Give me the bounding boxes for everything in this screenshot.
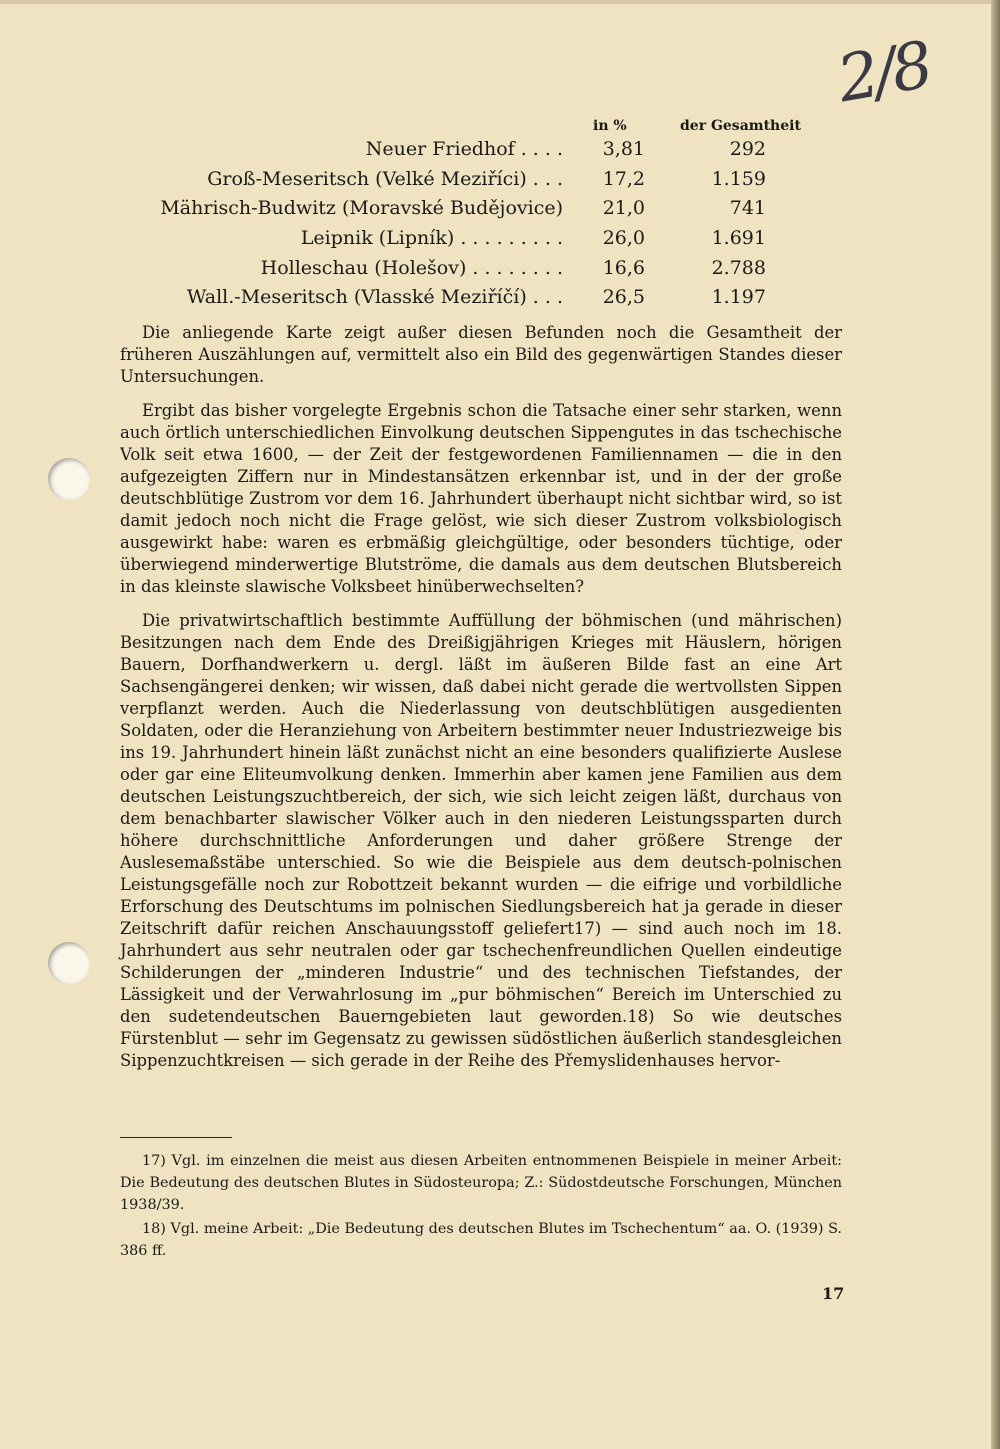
row-place: Wall.-Meseritsch (Vlasské Meziříčí) . . . — [186, 286, 563, 309]
table-row — [118, 195, 818, 225]
page-number: 17 — [822, 1284, 845, 1303]
punch-hole-top — [48, 458, 90, 500]
row-total: 1.691 — [711, 227, 766, 250]
header-total: der Gesamtheit — [680, 118, 801, 134]
row-place: Groß-Meseritsch (Velké Meziříci) . . . — [207, 167, 563, 190]
page-right-edge — [991, 0, 1000, 1449]
footnotes — [120, 1150, 842, 1264]
table-row — [118, 255, 818, 285]
table-row — [118, 284, 818, 314]
row-percent: 26,0 — [602, 227, 645, 250]
paragraph: Die anliegende Karte zeigt außer diesen Befunden noch die Gesamtheit der früheren Auszählungen auf, vermittelt also ein Bild des gegenwärtigen Standes dieser Untersuchungen. — [120, 323, 842, 386]
footnote: 18) Vgl. meine Arbeit: „Die Bedeutung des deutschen Blutes im Tschechentum“ aa. O. (1939) S. 386 ff. — [120, 1221, 843, 1259]
row-total: 292 — [729, 138, 766, 160]
footnote: 17) Vgl. im einzelnen die meist aus diesen Arbeiten entnommenen Beispiele in meiner Arbeit: Die Bedeutung des deutschen Blutes in Südosteuropa; Z.: Südostdeutsche Forschungen, München 1938/39. — [120, 1153, 842, 1213]
row-total: 741 — [729, 197, 766, 220]
table-row — [118, 225, 818, 255]
paragraph: Ergibt das bisher vorgelegte Ergebnis schon die Tatsache einer sehr starken, wenn auch örtlich unterschiedlichen Einvolkung deutschen Sippengutes in das tschechische Volk seit etwa 1600, — der Zeit der festgewordenen Familiennamen — die in den aufgezeigten Ziffern nur in Mindestansätzen erkennbar ist, und in der der große deutschblütige Zustrom vor dem 16. Jahrhundert überhaupt nicht sichtbar wird, so ist damit jedoch noch nicht die Frage gelöst, wie sich dieser Zustrom volksbiologisch ausgewirkt habe: waren es erbmäßig gleichgültige, oder besonders tüchtige, oder überwiegend minderwertige Blutströme, die damals aus dem deutschen Blutsbereich in das kleinste slawische Volksbeet hinüberwechselten? — [120, 401, 842, 596]
page-top-edge — [0, 0, 1000, 4]
table-header — [118, 112, 818, 136]
row-place: Leipnik (Lipník) . . . . . . . . . — [300, 227, 563, 250]
header-percent: in % — [593, 118, 627, 134]
footnote-divider — [120, 1137, 232, 1138]
row-place: Mährisch-Budwitz (Moravské Budějovice) — [160, 197, 563, 220]
row-total: 2.788 — [711, 256, 766, 279]
body-text — [120, 322, 842, 1084]
row-total: 1.159 — [711, 167, 766, 190]
table-row — [118, 136, 818, 166]
statistics-table — [118, 112, 818, 314]
row-place: Neuer Friedhof . . . . — [365, 138, 563, 160]
row-total: 1.197 — [711, 286, 766, 309]
row-percent: 3,81 — [602, 138, 645, 160]
paragraph: Die privatwirtschaftlich bestimmte Auffüllung der böhmischen (und mährischen) Besitzungen nach dem Ende des Dreißigjährigen Krieges mit Häuslern, hörigen Bauern, Dorfhandwerkern u. dergl. läßt im äußeren Bilde fast an eine Art Sachsengängerei denken; wir wissen, daß dabei nicht gerade die wertvollsten Sippen verpflanzt werden. Auch die Niederlassung von deutschblütigen ausgedienten Soldaten, oder die Heranziehung von Arbeitern bestimmter neuer Industriezweige bis ins 19. Jahrhundert hinein läßt zunächst nicht an eine besonders qualifizierte Auslese oder gar eine Eliteumvolkung denken. Immerhin aber kamen jene Familien aus dem deutschen Leistungszuchtbereich, der sich, wie sich leicht zeigen läßt, durchaus von dem benachbarter slawischer Völker auch in den niederen Leistungssparten durch höhere durchschnittliche Anforderungen und daher größere Strenge der Auslesemaßstäbe unterschied. So wie die Beispiele aus dem deutsch-polnischen Leistungsgefälle noch zur Robottzeit bekannt wurden — die eifrige und vorbildliche Erforschung des Deutschtums im polnischen Siedlungsbereich hat ja gerade in dieser Zeitschrift dafür reichen Anschauungsstoff geliefert17) — sind auch noch im 18. Jahrhundert aus sehr neutralen oder gar tschechenfreundlichen Quellen eindeutige Schilderungen der „minderen Industrie“ und des technischen Tiefstandes, der Lässigkeit und der Verwahrlosung im „pur böhmischen“ Bereich im Unterschied zu den sudetendeutschen Bauerngebieten laut geworden.18) So wie deutsches Fürstenblut — sehr im Gegensatz zu gewissen südöstlichen äußerlich standesgleichen Sippenzuchtkreisen — sich gerade in der Reihe des Přemyslidenhauses hervor- — [120, 611, 842, 1070]
row-percent: 17,2 — [602, 167, 645, 190]
row-percent: 26,5 — [602, 286, 645, 309]
row-place: Holleschau (Holešov) . . . . . . . . — [260, 256, 563, 279]
punch-hole-bottom — [48, 942, 90, 984]
handwritten-page-mark: 2/8 — [832, 28, 935, 118]
row-percent: 21,0 — [602, 197, 645, 220]
row-percent: 16,6 — [602, 256, 645, 279]
table-row — [118, 166, 818, 196]
